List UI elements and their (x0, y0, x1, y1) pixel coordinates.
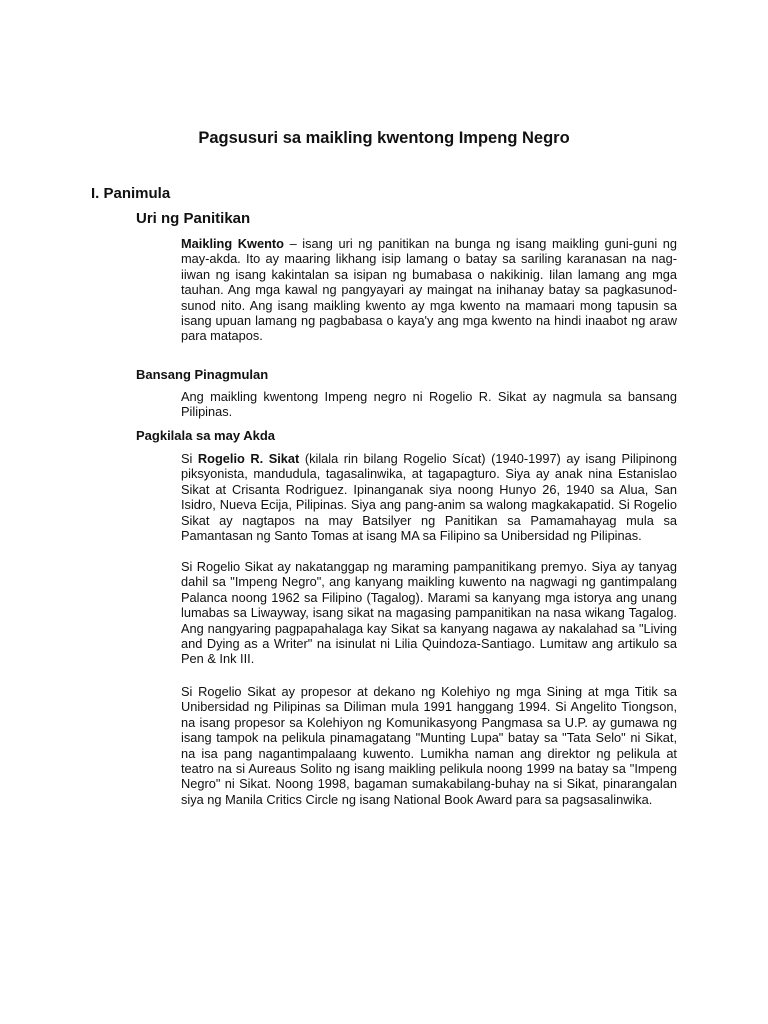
document-title: Pagsusuri sa maikling kwentong Impeng Negro (198, 129, 570, 147)
definition-maikling-kwento: – isang uri ng panitikan na bunga ng isang maikling guni-guni ng may-akda. Ito ay maaring likhang isip lamang o batay sa sariling karanasan na nag-iiwan ng isang kakintalan sa isipan ng bumabasa o nakikinig. Iilan lamang ang mga tauhan. Ang mga kawal ng pangyayari ay maingat na inihanay batay sa pagkasunod-sunod nito. Ang isang maikling kwento ay mga kwento na mamaari mong tapusin sa isang upuan lamang ng pagbabasa o kaya'y ang mga kwento na hindi inaabot ng araw para matapos. (181, 236, 677, 344)
subheading-bansang-pinagmulan: Bansang Pinagmulan (136, 367, 269, 382)
subheading-uri-ng-panitikan: Uri ng Panitikan (136, 210, 251, 227)
term-maikling-kwento: Maikling Kwento (181, 236, 284, 251)
bio1-text: (kilala rin bilang Rogelio Sícat) (1940-1997) ay isang Pilipinong piksyonista, mandudula, tagasalinwika, at tagapagturo. Siya ay anak nina Estanislao Sikat at Crisanta Rodriguez. Ipinanganak siya noong Hunyo 26, 1940 sa Alua, San Isidro, Nueva Ecija, Pilipinas. Siya ang pang-anim sa walong magkakapatid. Si Rogelio Sikat ay nagtapos na may Batsilyer ng Panitikan sa Pamamahayag mula sa Pamantasan ng Santo Tomas at isang MA sa Filipino sa Unibersidad ng Pilipinas. (181, 451, 678, 544)
paragraph-bio-3: Si Rogelio Sikat ay propesor at dekano ng Kolehiyo ng mga Sining at mga Titik sa Unibersidad ng Pilipinas sa Diliman mula 1991 hanggang 1994. Si Angelito Tiongson, na isang propesor sa Kolehiyon ng Komunikasyong Pangmasa sa U.P. ay gumawa ng isang tampok na pelikula pinamagatang "Munting Lupa" batay sa "Tata Selo" ni Sikat, na isa pang nagantimpalaang kuwento. Lumikha naman ang direktor ng pelikula at teatro na si Aureaus Solito ng isang maikling pelikula noong 1999 na batay sa "Impeng Negro" ni Sikat. Noong 1998, bagaman sumakabilang-buhay na si Sikat, pinarangalan siya ng Manila Critics Circle ng isang National Book Award para sa pagsasalinwika. (181, 684, 677, 807)
subheading-pagkilala-sa-may-akda: Pagkilala sa may Akda (136, 428, 275, 443)
paragraph-maikling-kwento (181, 236, 677, 344)
paragraph-bio-2: Si Rogelio Sikat ay nakatanggap ng maraming pampanitikang premyo. Siya ay tanyag dahil sa "Impeng Negro", ang kanyang maikling kuwento na nagwagi ng gantimpalang Palanca noong 1962 sa Filipino (Tagalog). Marami sa kanyang mga istorya ang unang lumabas sa Liwayway, isang sikat na magasing pampanitikan na nasa wikang Tagalog. Ang nangyaring pagpapahalaga kay Sikat sa kanyang nagawa ay nakalahad sa "Living and Dying as a Writer" na isinulat ni Lilia Quindoza-Santiago. Lumitaw ang artikulo sa Pen & Ink III. (181, 559, 677, 667)
author-name: Rogelio R. Sikat (197, 451, 300, 466)
paragraph-bansang-pinagmulan: Ang maikling kwentong Impeng negro ni Rogelio R. Sikat ay nagmula sa bansang Pilipinas. (181, 389, 677, 420)
paragraph-bio-1 (181, 451, 677, 543)
bio1-prefix: Si (181, 451, 198, 466)
section-heading-panimula: I. Panimula (91, 185, 171, 202)
